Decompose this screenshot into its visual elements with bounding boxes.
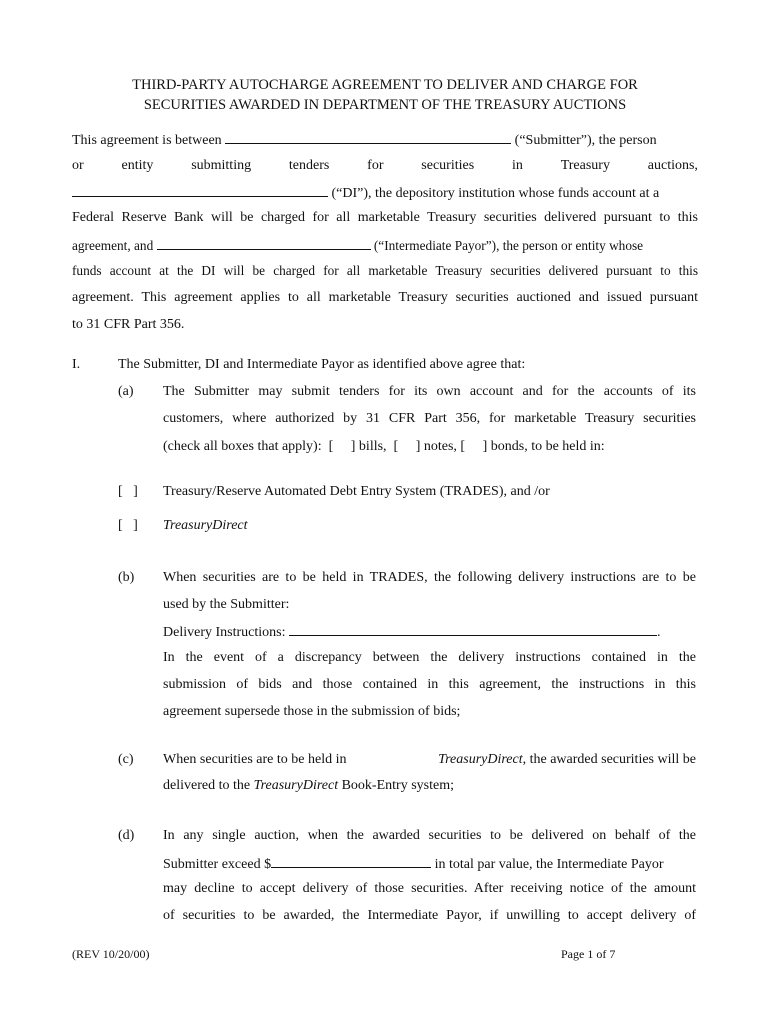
page-number: Page 1 of 7 (561, 947, 616, 961)
word: for (367, 158, 384, 173)
di-blank (72, 184, 328, 197)
intro-line-8: to 31 CFR Part 356. (72, 317, 185, 332)
par-value-blank (271, 855, 431, 868)
treasurydirect-option-label (163, 518, 248, 534)
item-a-line-3: (check all boxes that apply): [ ] bills, [ ] notes, [ ] bonds, to be held in: (163, 439, 605, 454)
word: tenders (288, 158, 330, 173)
intro-text: This agreement is between (72, 133, 222, 148)
item-c-line-2 (163, 778, 454, 794)
trades-option-label: Treasury/Reserve Automated Debt Entry System (TRADES), and /or (163, 484, 550, 499)
treasurydirect-checkbox[interactable]: [ ] (118, 518, 138, 533)
section-heading: The Submitter, DI and Intermediate Payor as identified above agree that: (118, 357, 526, 372)
item-b-line-2: used by the Submitter: (163, 597, 290, 612)
item-b-line-6: agreement supersede those in the submission of bids; (163, 704, 461, 719)
text: in total par value, the Intermediate Payor (434, 857, 664, 872)
italic-text: TreasuryDirect (163, 518, 248, 533)
intro-text: (“DI”), the depository institution whose funds account at a (331, 186, 660, 201)
item-a-line-1: The Submitter may submit tenders for its own account and for the accounts of its (163, 384, 696, 399)
document-title (60, 75, 710, 115)
intro-line-1 (72, 131, 657, 149)
submitter-blank (225, 131, 511, 144)
delivery-instructions-label: Delivery Instructions: (163, 625, 286, 640)
revision-footer: (REV 10/20/00) (72, 947, 150, 961)
text: , the awarded securities will be (522, 752, 696, 767)
intro-line-5 (72, 237, 643, 254)
section-number: I. (72, 357, 81, 372)
item-d-line-1: In any single auction, when the awarded securities to be delivered on behalf of the (163, 828, 696, 843)
item-d-line-2 (163, 855, 664, 873)
intro-text: (“Intermediate Payor”), the person or entity whose (373, 238, 644, 253)
delivery-instructions-blank (289, 623, 657, 636)
item-b-line-1: When securities are to be held in TRADES, the following delivery instructions are to be (163, 570, 696, 585)
intro-text: (“Submitter”), the person (514, 133, 657, 148)
text: delivered to the (163, 778, 251, 793)
item-a-label: (a) (118, 384, 134, 399)
trades-checkbox[interactable]: [ ] (118, 484, 138, 499)
item-a-line-2: customers, where authorized by 31 CFR Part 356, for marketable Treasury securities (163, 411, 696, 426)
item-b-line-3 (163, 623, 660, 641)
title-line-1: THIRD-PARTY AUTOCHARGE AGREEMENT TO DELIVER AND CHARGE FOR (132, 77, 638, 93)
item-b-label: (b) (118, 570, 135, 585)
text: When securities are to be held in (163, 752, 347, 767)
word: or (72, 158, 84, 173)
item-d-line-3: may decline to accept delivery of those securities. After receiving notice of the amount (163, 881, 696, 896)
item-b-line-5: submission of bids and those contained in this agreement, the instructions in this (163, 677, 696, 692)
item-b-line-4: In the event of a discrepancy between the delivery instructions contained in the (163, 650, 696, 665)
text (438, 752, 696, 768)
word: entity (121, 158, 154, 173)
item-c-label: (c) (118, 752, 134, 767)
text: Book-Entry system; (341, 778, 454, 793)
italic-text: TreasuryDirect (253, 778, 339, 793)
word: submitting (191, 158, 252, 173)
intermediate-payor-blank (157, 237, 371, 250)
word: in (511, 158, 523, 173)
text: Submitter exceed $ (163, 857, 272, 872)
intro-line-6: funds account at the DI will be charged for all marketable Treasury securities delivered pursuant to this (72, 263, 698, 278)
intro-text: agreement, and (72, 238, 154, 253)
intro-line-3 (72, 184, 659, 202)
word: Treasury (560, 158, 610, 173)
word: securities (421, 158, 475, 173)
intro-line-7: agreement. This agreement applies to all marketable Treasury securities auctioned and issued pursuant (72, 290, 698, 305)
period: . (656, 625, 661, 640)
word: auctions, (647, 158, 698, 173)
italic-text: TreasuryDirect (438, 752, 523, 767)
item-d-line-4: of securities to be awarded, the Intermediate Payor, if unwilling to accept delivery of (163, 908, 696, 923)
title-line-2: SECURITIES AWARDED IN DEPARTMENT OF THE TREASURY AUCTIONS (143, 97, 627, 113)
intro-line-2 (72, 158, 698, 174)
item-c-line-1 (163, 752, 696, 768)
item-d-label: (d) (118, 828, 135, 843)
intro-line-4: Federal Reserve Bank will be charged for all marketable Treasury securities delivered pursuant to this (72, 210, 698, 225)
